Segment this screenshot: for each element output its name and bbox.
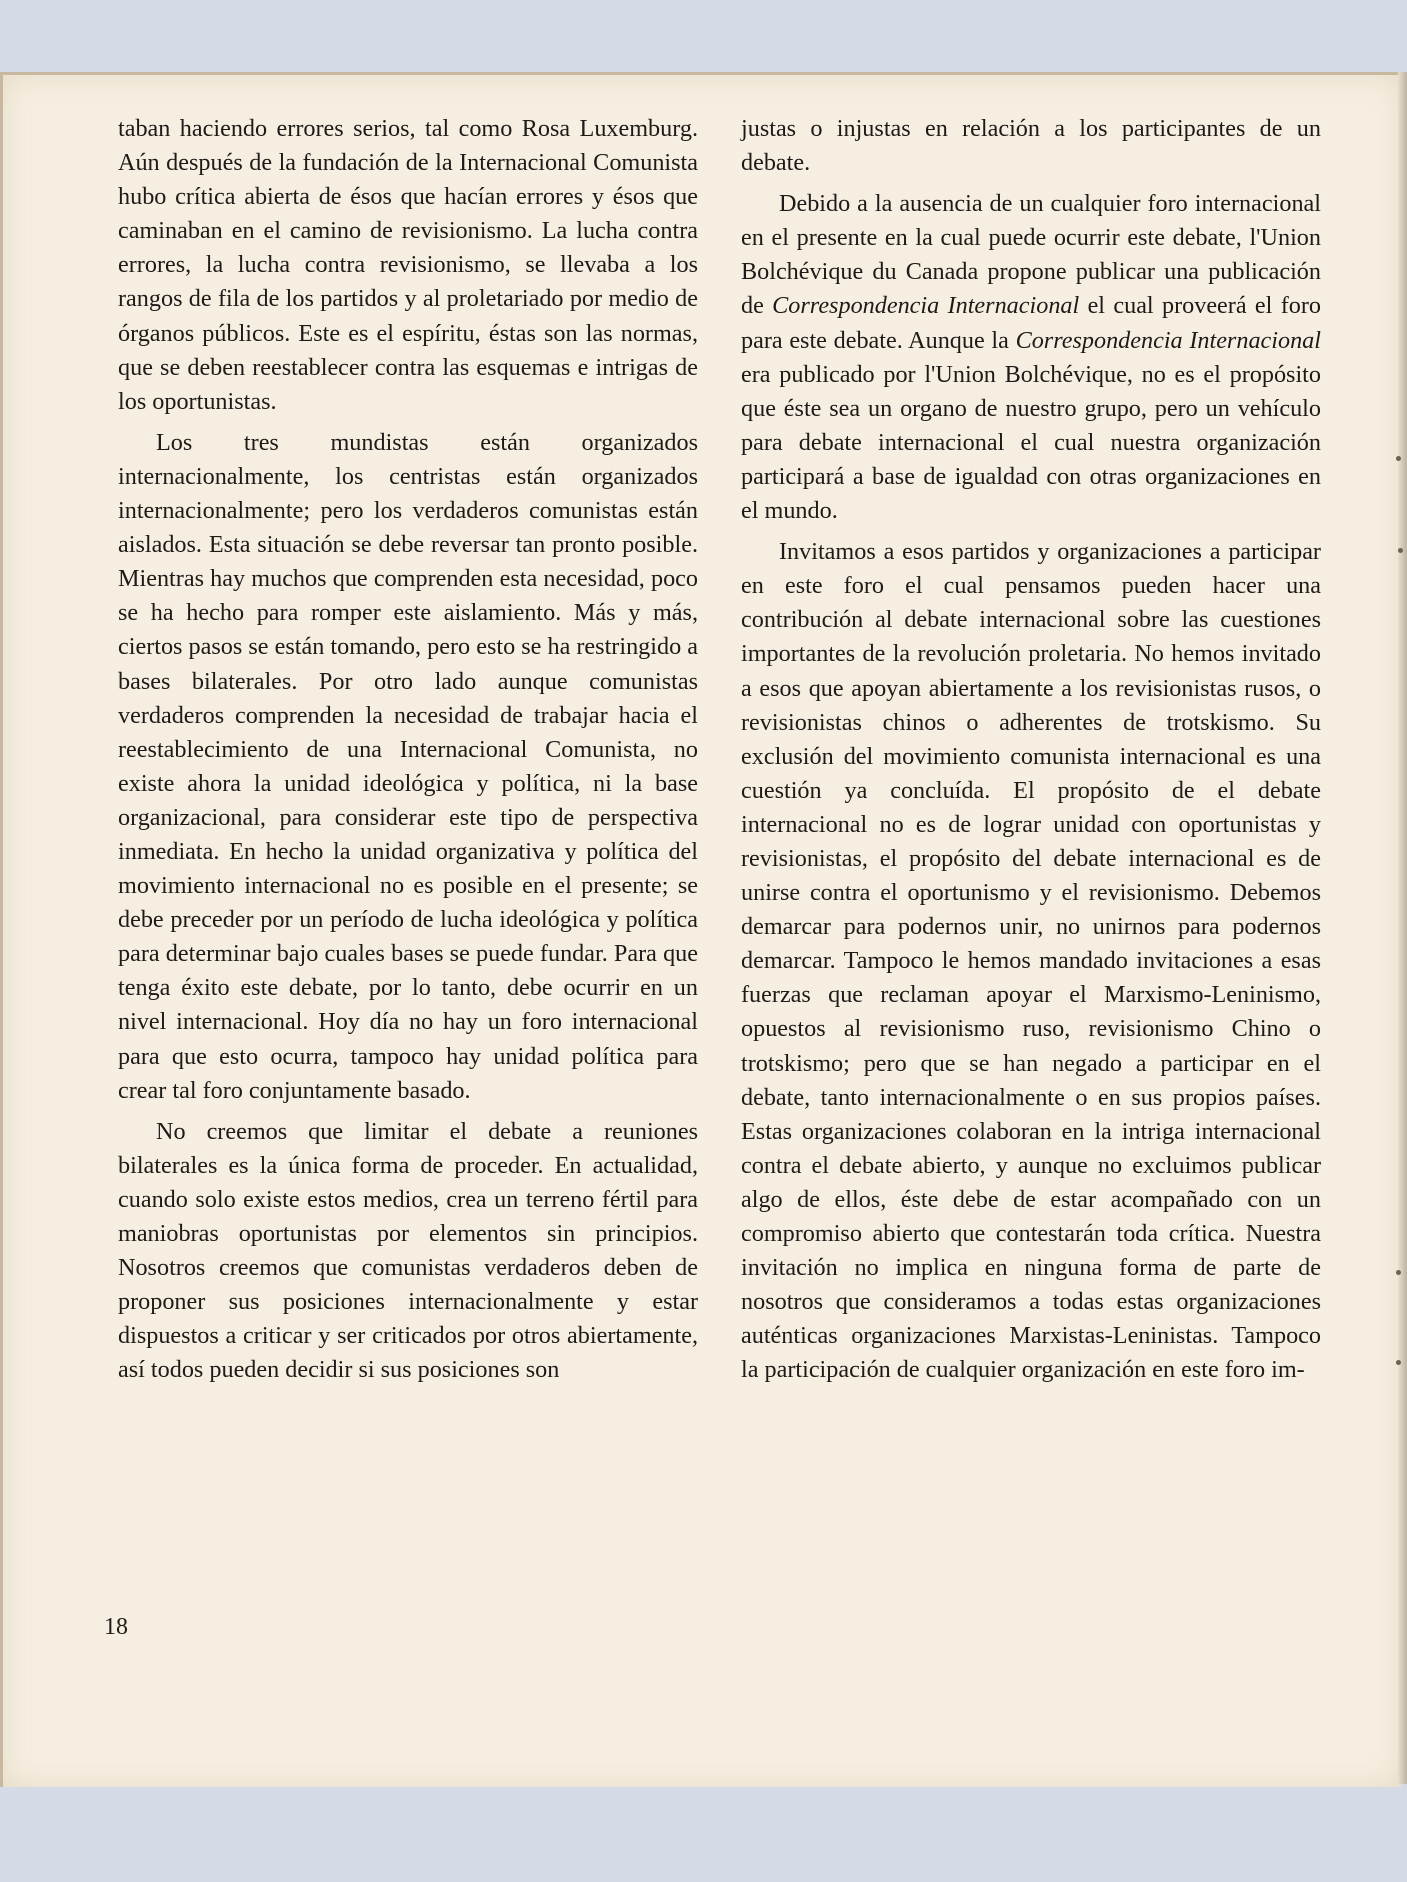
page-edge — [1398, 72, 1407, 1784]
text-run: el cual proveerá el foro para este debate. Aunque la — [741, 292, 1321, 354]
page-number: 18 — [104, 1614, 128, 1640]
paragraph: taban haciendo errores serios, tal como Rosa Luxemburg. Aún después de la fundación de la Internacional Comunista hubo crítica abierta de ésos que hacían errores y ésos que caminaban en el camino de revisionismo. La lucha contra errores, la lucha contra revisionismo, se llevaba a los rangos de fila de los partidos y al proletariado por medio de órganos públicos. Este es el espíritu, éstas son las normas, que se deben reestablecer contra las esquemas e intrigas de los oportunistas. — [118, 115, 698, 415]
paragraph: Invitamos a esos partidos y organizaciones a participar en este foro el cual pensamos pueden hacer una contribución al debate internacional sobre las cuestiones importantes de la revolución proletaria. No hemos invitado a esos que apoyan abiertamente a los revisionistas rusos, o revisionistas chinos o adherentes de trotskismo. Su exclusión del movimiento comunista internacional es una cuestión ya concluída. El propósito de el debate internacional no es de lograr unidad con oportunistas y revisionistas, el propósito del debate internacional es de unirse contra el oportunismo y el revisionismo. Debemos demarcar para podernos unir, no unirnos para podernos demarcar. Tampoco le hemos mandado invitaciones a esas fuerzas que reclaman apoyar el Marxismo-Leninismo, opuestos al revisionismo ruso, revisionismo Chino o trotskismo; pero que se han negado a participar en el debate, tanto internacionalmente o en sus propios países. Estas organizaciones colaboran en la intriga internacional contra el debate abierto, y aunque no excluimos publicar algo de ellos, éste debe de estar acompañado con un compromiso abierto que contestarán toda crítica. Nuestra invitación no implica en ninguna forma de parte de nosotros que consideramos a todas estas organizaciones auténticas organizaciones Marxistas-Leninistas. Tampoco la participación de cualquier organización en este foro im- — [741, 538, 1321, 1384]
text-run: era publicado por l'Union Bolchévique, no es el propósito que éste sea un organo de nuestro grupo, pero un vehículo para debate internacional el cual nuestra organización participará a base de igualdad con otras organizaciones en el mundo. — [741, 360, 1321, 525]
text-run: Debido a la ausencia de un cualquier foro internacional en el presente en la cual puede ocurrir este debate, l'Union Bolchévique du Canada propone publicar una publicación de — [741, 190, 1321, 320]
publication-title: Correspondencia Internacional — [1015, 326, 1321, 354]
print-speck — [1396, 1360, 1401, 1365]
publication-title: Correspondencia Internacional — [772, 292, 1080, 320]
print-speck — [1396, 456, 1401, 461]
paragraph — [741, 187, 1321, 528]
print-speck — [1398, 548, 1403, 553]
paragraph: Los tres mundistas están organizados internacionalmente, los centristas están organizados internacionalmente; pero los verdaderos comunistas están aislados. Esta situación se debe reversar tan pronto posible. Mientras hay muchos que comprenden esta necesidad, poco se ha hecho para romper este aislamiento. Más y más, ciertos pasos se están tomando, pero esto se ha restringido a bases bilaterales. Por otro lado aunque comunistas verdaderos comprenden la necesidad de trabajar hacia el reestablecimiento de una Internacional Comunista, no existe ahora la unidad ideológica y política, ni la base organizacional, para considerar este tipo de perspectiva inmediata. En hecho la unidad organizativa y política del movimiento internacional no es posible en el presente; se debe preceder por un período de lucha ideológica y política para determinar bajo cuales bases se puede fundar. Para que tenga éxito este debate, por lo tanto, debe ocurrir en un nivel internacional. Hoy día no hay un foro internacional para que esto ocurra, tampoco hay unidad política para crear tal foro conjuntamente basado. — [118, 428, 698, 1104]
left-text-column — [118, 112, 698, 1394]
right-text-column — [741, 112, 1321, 1394]
print-speck — [1396, 1270, 1401, 1275]
paragraph: justas o injustas en relación a los participantes de un debate. — [741, 115, 1321, 177]
paragraph: No creemos que limitar el debate a reuniones bilaterales es la única forma de proceder. En actualidad, cuando solo existe estos medios, crea un terreno fértil para maniobras oportunistas por elementos sin principios. Nosotros creemos que comunistas verdaderos deben de proponer sus posiciones internacionalmente y estar dispuestos a criticar y ser criticados por otros abiertamente, así todos pueden decidir si sus posiciones son — [118, 1117, 698, 1384]
